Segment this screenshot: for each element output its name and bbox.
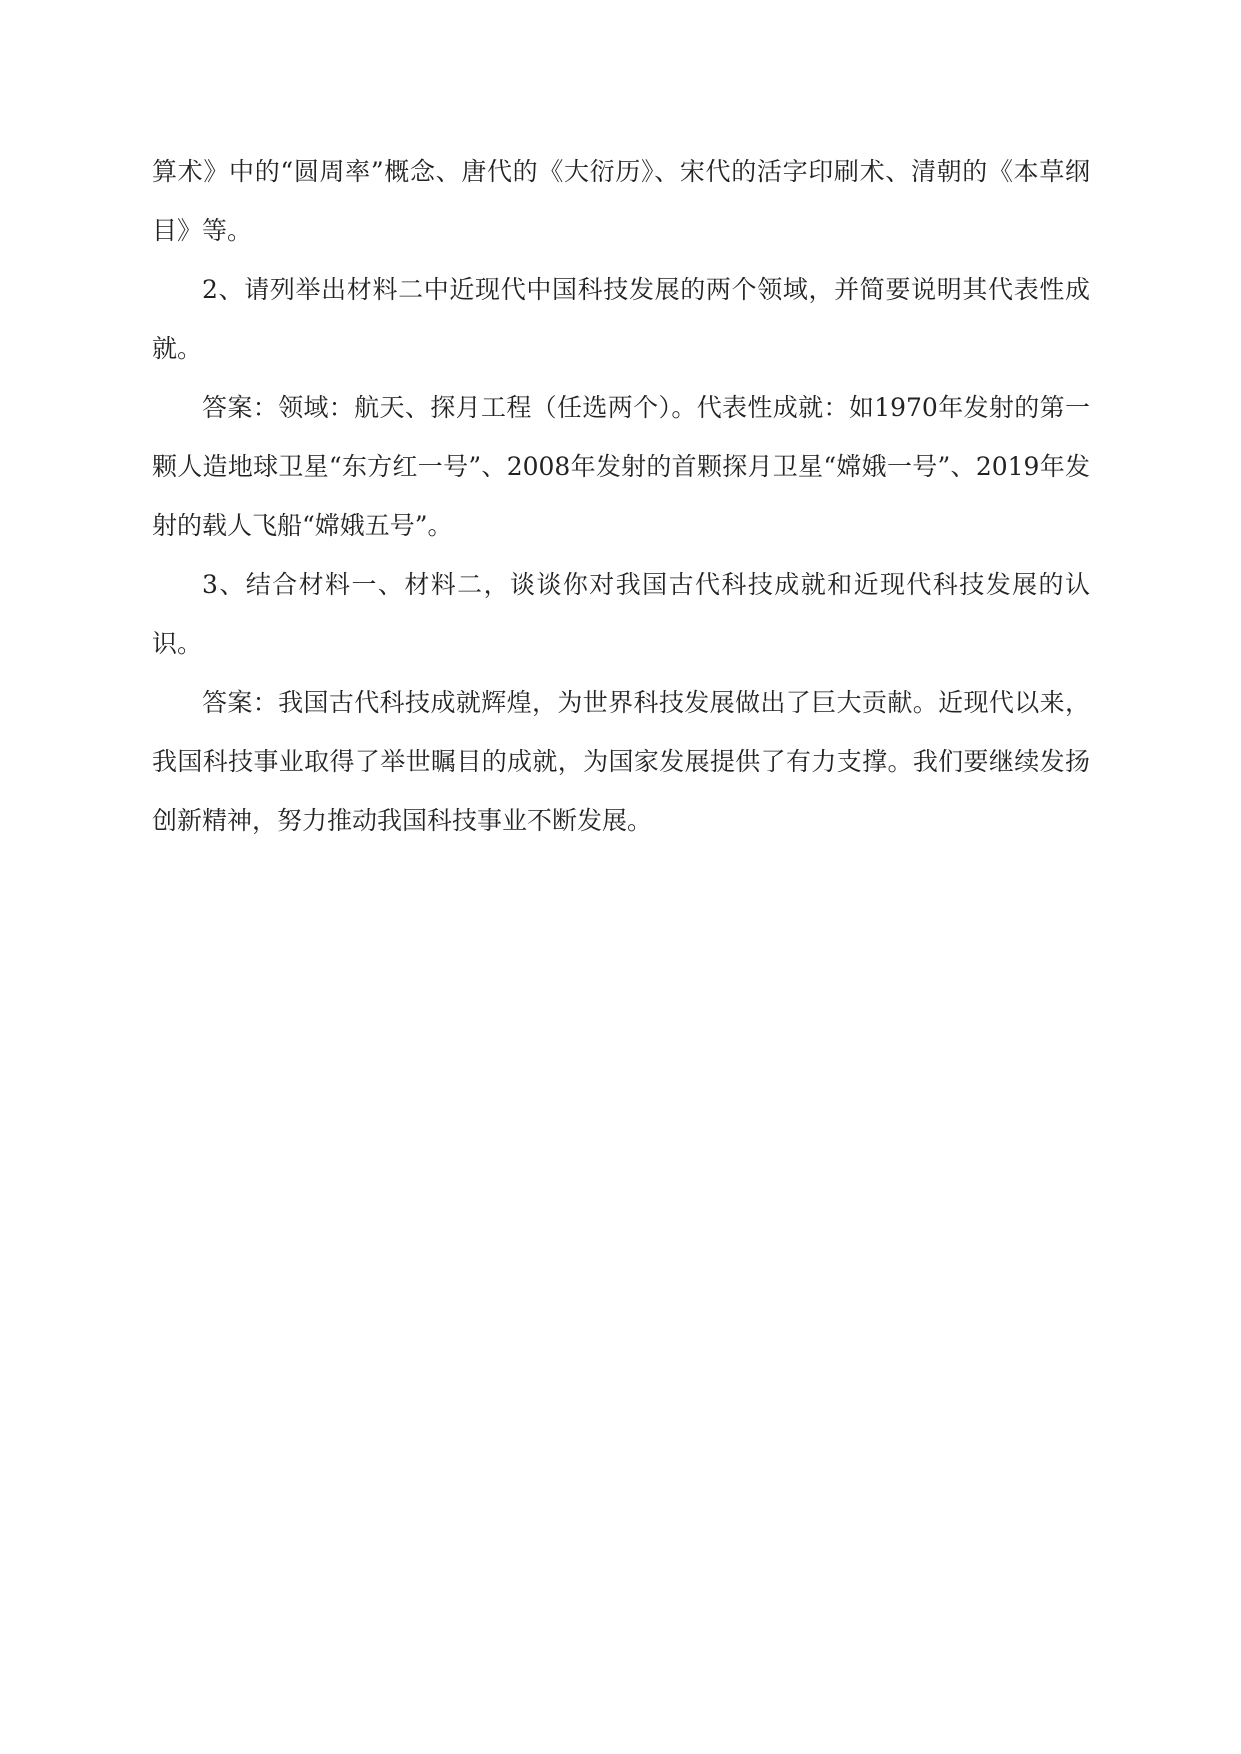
answer-2: 答案：领域：航天、探月工程（任选两个）。代表性成就：如1970年发射的第一颗人造地球卫星“东方红一号”、2008年发射的首颗探月卫星“嫦娥一号”、2019年发射的载人飞船“嫦娥五号”。 [152,393,1090,540]
paragraph-continuation: 算术》中的“圆周率”概念、唐代的《大衍历》、宋代的活字印刷术、清朝的《本草纲目》等。 [152,157,1090,245]
question-3: 3、结合材料一、材料二，谈谈你对我国古代科技成就和近现代科技发展的认识。 [152,570,1090,658]
question-2: 2、请列举出材料二中近现代中国科技发展的两个领域，并简要说明其代表性成就。 [152,275,1090,363]
answer-3: 答案：我国古代科技成就辉煌，为世界科技发展做出了巨大贡献。近现代以来，我国科技事业取得了举世瞩目的成就，为国家发展提供了有力支撑。我们要继续发扬创新精神，努力推动我国科技事业不断发展。 [152,688,1090,835]
document-body [152,142,1090,850]
